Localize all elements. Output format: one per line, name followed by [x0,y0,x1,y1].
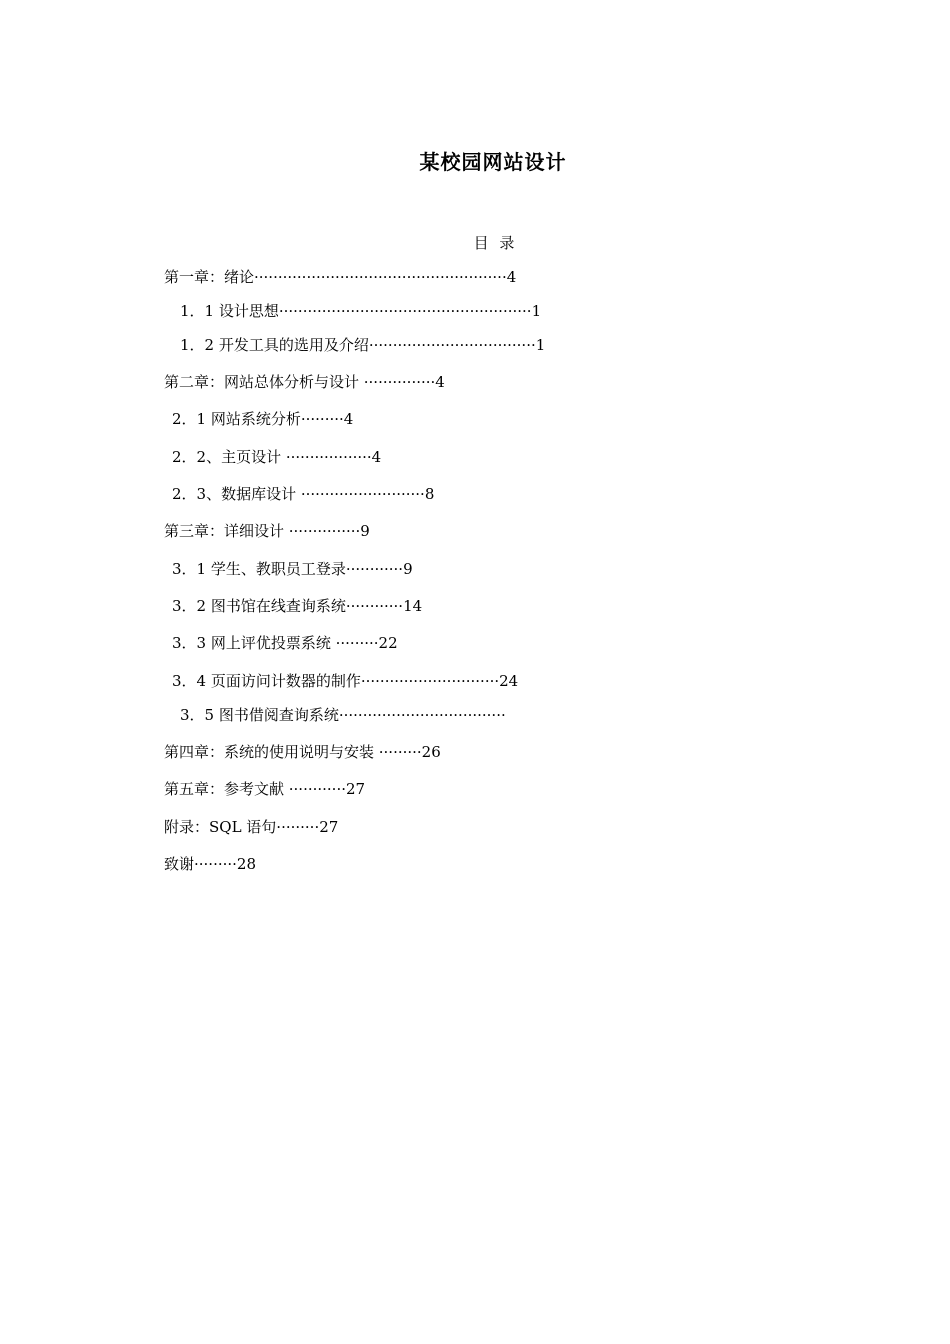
toc-entry-chapter-2: 第二章：网站总体分析与设计 ···············4 [164,373,445,391]
document-title: 某校园网站设计 [419,150,567,174]
toc-entry-1-1: 1．1 设计思想·····················································1 [180,302,542,320]
toc-entry-chapter-4: 第四章：系统的使用说明与安装 ·········26 [164,743,441,761]
toc-entry-2-1: 2．1 网站系统分析·········4 [172,410,354,428]
toc-entry-chapter-5: 第五章：参考文献 ············27 [164,780,366,798]
toc-entry-2-2: 2．2、主页设计 ··················4 [172,448,382,466]
toc-entry-3-5: 3．5 图书借阅查询系统··································· [180,706,506,724]
toc-entry-appendix: 附录：SQL 语句·········27 [164,818,339,836]
toc-entry-3-2: 3．2 图书馆在线查询系统············14 [172,597,423,615]
toc-entry-2-3: 2．3、数据库设计 ··························8 [172,485,435,503]
toc-entry-acknowledgements: 致谢·········28 [164,855,256,873]
toc-entry-3-3: 3．3 网上评优投票系统 ·········22 [172,634,398,652]
toc-entry-3-4: 3．4 页面访问计数器的制作·····························24 [172,672,519,690]
toc-entry-chapter-1: 第一章：绪论·····················································4 [164,268,517,286]
toc-entry-1-2: 1．2 开发工具的选用及介绍···································1 [180,336,546,354]
toc-entry-3-1: 3．1 学生、教职员工登录············9 [172,560,413,578]
toc-heading: 目 录 [473,234,515,252]
toc-entry-chapter-3: 第三章：详细设计 ···············9 [164,522,370,540]
